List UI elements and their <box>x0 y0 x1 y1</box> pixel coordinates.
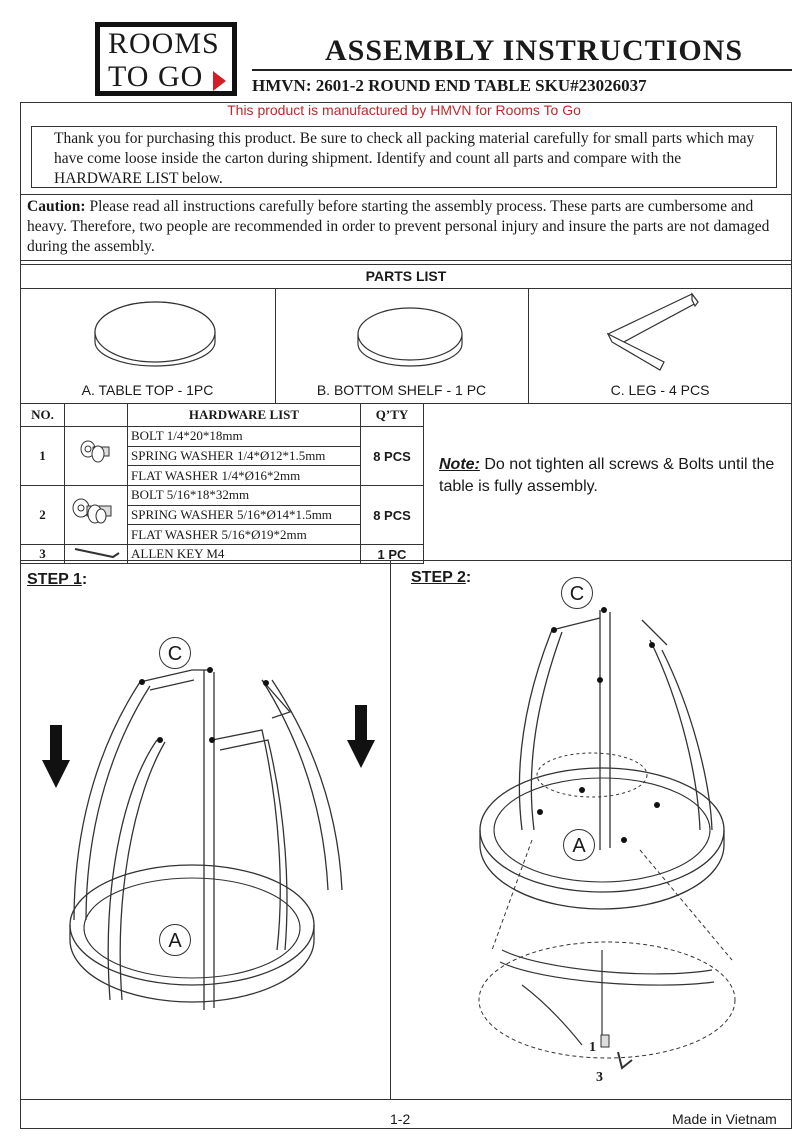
divider <box>20 260 792 261</box>
step-2-title: STEP 2 <box>411 569 466 586</box>
allen-key-icon <box>65 545 125 559</box>
step-1-colon: : <box>81 571 88 588</box>
hardware-image <box>65 486 128 545</box>
row-qty: 1 PC <box>361 545 424 564</box>
note-label: Note: <box>439 456 480 473</box>
hardware-item: BOLT 1/4*20*18mm <box>128 427 361 447</box>
product-subtitle: HMVN: 2601-2 ROUND END TABLE SKU#23026037 <box>252 76 647 95</box>
callout-top-a: A <box>563 829 595 861</box>
part-label-c: C. LEG - 4 PCS <box>610 382 710 398</box>
manufacturer-note: This product is manufactured by HMVN for Rooms To Go <box>227 102 581 118</box>
hardware-item: BOLT 5/16*18*32mm <box>128 486 361 506</box>
page-title: ASSEMBLY INSTRUCTIONS <box>325 34 744 67</box>
divider <box>20 288 792 289</box>
col-hardware-list: HARDWARE LIST <box>128 404 361 427</box>
row-qty: 8 PCS <box>361 427 424 486</box>
leg-illustration <box>600 292 710 374</box>
parts-list-heading: PARTS LIST <box>365 268 447 284</box>
logo-line2: TO GO <box>108 60 204 93</box>
caution-body: Please read all instructions carefully before starting the assembly process. These parts are cumbersome and heavy. Therefore, two people are recommended in order to prevent personal injury and insure the parts are not damaged during the assembly. <box>27 198 770 255</box>
caution-text <box>27 197 777 257</box>
col-no: NO. <box>21 404 65 427</box>
col-qty: Q’TY <box>361 404 424 427</box>
logo-arrow-icon <box>213 71 226 91</box>
hardware-callout-3: 3 <box>596 1070 603 1085</box>
hardware-table <box>20 403 424 564</box>
callout-leg-c: C <box>159 637 191 669</box>
bolt-icon <box>65 427 125 481</box>
steps-divider <box>390 560 391 1099</box>
part-label-b: B. BOTTOM SHELF - 1 PC <box>316 382 487 398</box>
row-qty: 8 PCS <box>361 486 424 545</box>
row-no: 3 <box>21 545 65 564</box>
step-1-title: STEP 1 <box>27 571 82 588</box>
made-in: Made in Vietnam <box>672 1111 777 1127</box>
callout-leg-c: C <box>561 577 593 609</box>
logo-line1: ROOMS <box>108 27 220 60</box>
title-divider <box>252 69 792 71</box>
bolt-icon <box>65 486 125 540</box>
note-text: Do not tighten all screws & Bolts until the table is fully assembly. <box>439 456 775 495</box>
hardware-item: FLAT WASHER 5/16*Ø19*2mm <box>128 525 361 545</box>
callout-top-a: A <box>159 924 191 956</box>
step-2-label <box>411 569 471 587</box>
row-no: 1 <box>21 427 65 486</box>
assembly-note <box>439 454 784 498</box>
table-header-row <box>21 404 424 427</box>
caution-label: Caution: <box>27 198 86 215</box>
step-1-illustration <box>22 590 388 1100</box>
table-top-illustration <box>85 300 225 370</box>
table-row <box>21 427 424 447</box>
divider <box>20 1099 792 1100</box>
hardware-item: SPRING WASHER 1/4*Ø12*1.5mm <box>128 446 361 466</box>
rooms-to-go-logo <box>95 22 237 96</box>
divider <box>20 560 792 561</box>
hardware-item: SPRING WASHER 5/16*Ø14*1.5mm <box>128 505 361 525</box>
bottom-shelf-illustration <box>350 302 470 370</box>
col-image <box>65 404 128 427</box>
hardware-image <box>65 427 128 486</box>
hardware-item: FLAT WASHER 1/4*Ø16*2mm <box>128 466 361 486</box>
table-row <box>21 486 424 506</box>
intro-box: Thank you for purchasing this product. Be sure to check all packing material carefully for small parts which may have come loose inside the carton during shipment. Identify and count all parts and compare with the HARDWARE LIST below. <box>31 126 777 188</box>
divider <box>20 194 792 195</box>
step-2-colon: : <box>465 569 472 586</box>
page-number: 1-2 <box>390 1111 411 1127</box>
part-label-a: A. TABLE TOP - 1PC <box>81 382 214 398</box>
hardware-item: ALLEN KEY M4 <box>128 545 361 564</box>
hardware-callout-1: 1 <box>589 1040 596 1055</box>
step-1-label <box>27 571 87 589</box>
row-no: 2 <box>21 486 65 545</box>
